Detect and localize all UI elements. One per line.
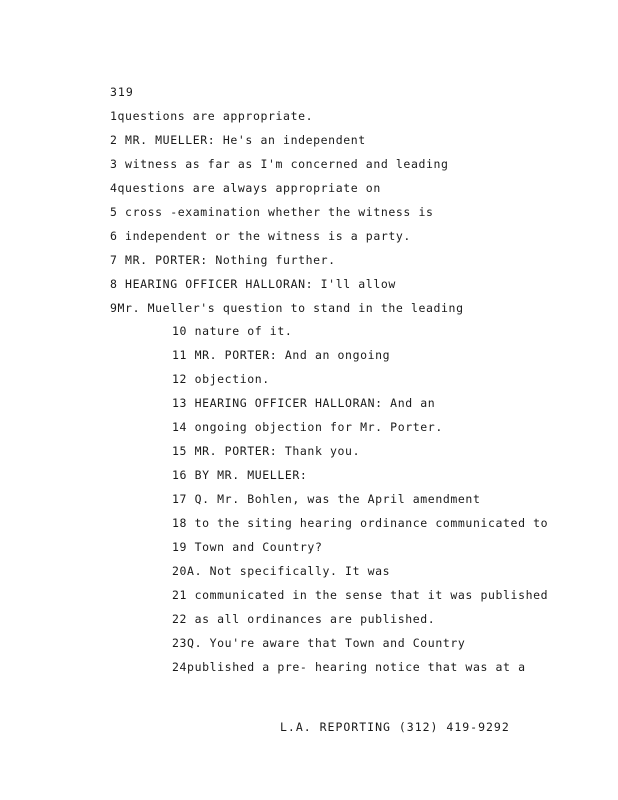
transcript-line-17: 17 Q. Mr. Bohlen, was the April amendment	[172, 492, 481, 506]
transcript-line-8: 8 HEARING OFFICER HALLORAN: I'll allow	[110, 277, 396, 291]
transcript-line-13: 13 HEARING OFFICER HALLORAN: And an	[172, 396, 436, 410]
transcript-line-2: 2 MR. MUELLER: He's an independent	[110, 133, 366, 147]
transcript-line-6: 6 independent or the witness is a party.	[110, 229, 411, 243]
transcript-line-20: 20A. Not specifically. It was	[172, 564, 391, 578]
transcript-line-3: 3 witness as far as I'm concerned and leading	[110, 157, 449, 171]
transcript-line-10: 10 nature of it.	[172, 324, 293, 338]
transcript-line-19: 19 Town and Country?	[172, 540, 323, 554]
page-number: 319	[110, 85, 134, 99]
transcript-line-22: 22 as all ordinances are published.	[172, 612, 436, 626]
transcript-line-12: 12 objection.	[172, 372, 270, 386]
transcript-line-14: 14 ongoing objection for Mr. Porter.	[172, 420, 443, 434]
transcript-line-23: 23Q. You're aware that Town and Country	[172, 636, 466, 650]
transcript-line-7: 7 MR. PORTER: Nothing further.	[110, 253, 336, 267]
transcript-line-18: 18 to the siting hearing ordinance communicated to	[172, 516, 549, 530]
transcript-line-16: 16 BY MR. MUELLER:	[172, 468, 308, 482]
transcript-line-4: 4questions are always appropriate on	[110, 181, 381, 195]
transcript-line-1: 1questions are appropriate.	[110, 109, 314, 123]
reporter-footer: L.A. REPORTING (312) 419-9292	[280, 720, 510, 734]
transcript-line-24: 24published a pre- hearing notice that was at a	[172, 660, 526, 674]
transcript-line-11: 11 MR. PORTER: And an ongoing	[172, 348, 391, 362]
transcript-line-5: 5 cross -examination whether the witness is	[110, 205, 434, 219]
transcript-line-15: 15 MR. PORTER: Thank you.	[172, 444, 361, 458]
transcript-line-9: 9Mr. Mueller's question to stand in the leading	[110, 301, 464, 315]
transcript-line-21: 21 communicated in the sense that it was published	[172, 588, 549, 602]
